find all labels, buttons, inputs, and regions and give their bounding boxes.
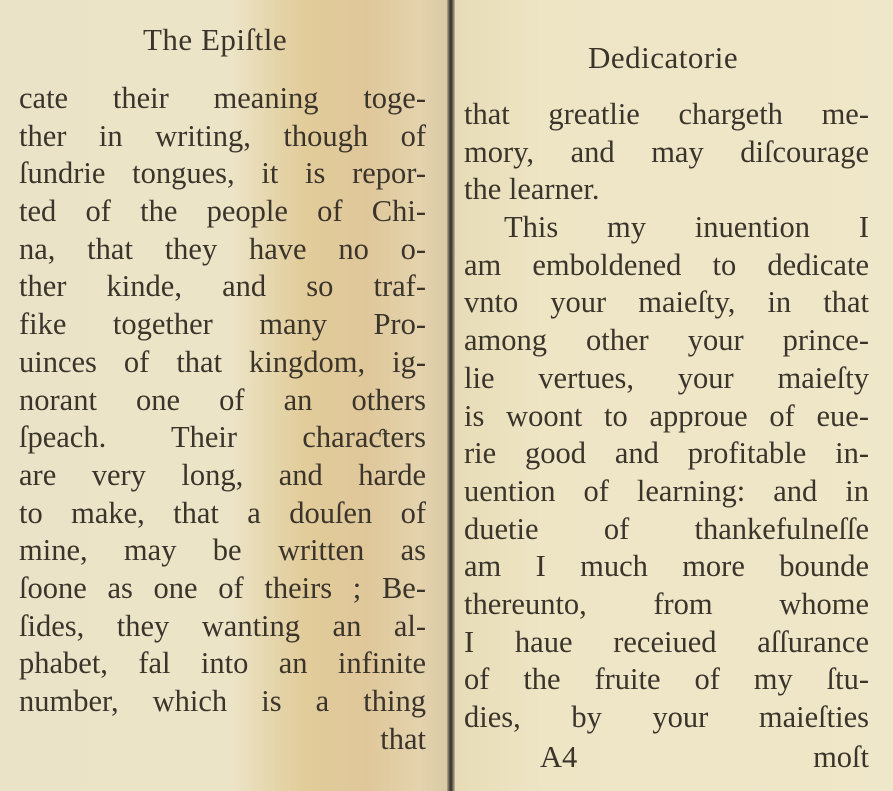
text-line: na, that they have no o- [19, 231, 426, 266]
text-line: This my inuention I [504, 210, 869, 245]
text-line: ther in writing, though of [19, 118, 426, 153]
text-line: phabet, fal into an infinite [19, 646, 426, 681]
text-line: that greatlie chargeth me- [464, 97, 869, 131]
text-line: thereunto, from whome [464, 586, 869, 621]
text-line: lie vertues, your maieſty [464, 360, 869, 395]
text-line: of the fruite of my ſtu- [464, 662, 869, 697]
text-line: uention of learning: and in [464, 473, 869, 508]
text-line: among other your prince- [464, 323, 869, 358]
text-line: vnto your maieſty, in that [464, 285, 869, 320]
right-page-body [464, 96, 869, 737]
text-line: dies, by your maieſties [464, 700, 869, 734]
signature-mark: A4 [540, 740, 578, 774]
text-line: are very long, and harde [19, 457, 426, 492]
text-line: to make, that a douſen of [19, 495, 426, 530]
text-line: number, which is a thing [19, 684, 426, 718]
text-line: ted of the people of Chi- [19, 194, 426, 229]
text-line: am I much more bounde [464, 549, 869, 584]
text-line: uinces of that kingdom, ig- [19, 344, 426, 379]
right-catchword: moſt [813, 740, 869, 774]
text-line: ſpeach. Their charaƈters [19, 420, 426, 455]
right-running-head: Dedicatorie [588, 40, 739, 75]
text-line: rie good and profitable in- [464, 436, 869, 471]
text-line: the learner. [464, 172, 600, 207]
left-page-body [19, 80, 426, 758]
text-line: ther kinde, and so traf- [19, 269, 426, 304]
right-page-footer [464, 740, 869, 780]
text-line: cate their meaning toge- [19, 81, 426, 115]
text-line: fike together many Pro- [19, 307, 426, 342]
text-line: norant one of an others [19, 382, 426, 417]
left-running-head: The Epiſtle [143, 22, 288, 57]
text-line: mine, may be written as [19, 533, 426, 568]
text-line: mory, and may diſcourage [464, 134, 869, 169]
text-line: is woont to approue of eue- [464, 398, 869, 433]
text-line: am emboldened to dedicate [464, 247, 869, 282]
text-line: ſides, they wanting an al- [19, 608, 426, 643]
left-catchword: that [380, 721, 426, 756]
text-line: duetie of thankefulneſſe [464, 511, 869, 546]
text-line: ſoone as one of theirs ; Be- [19, 570, 426, 605]
text-line: I haue receiued aſſurance [464, 624, 869, 659]
book-gutter [447, 0, 455, 791]
text-line: ſundrie tongues, it is repor- [19, 156, 426, 191]
